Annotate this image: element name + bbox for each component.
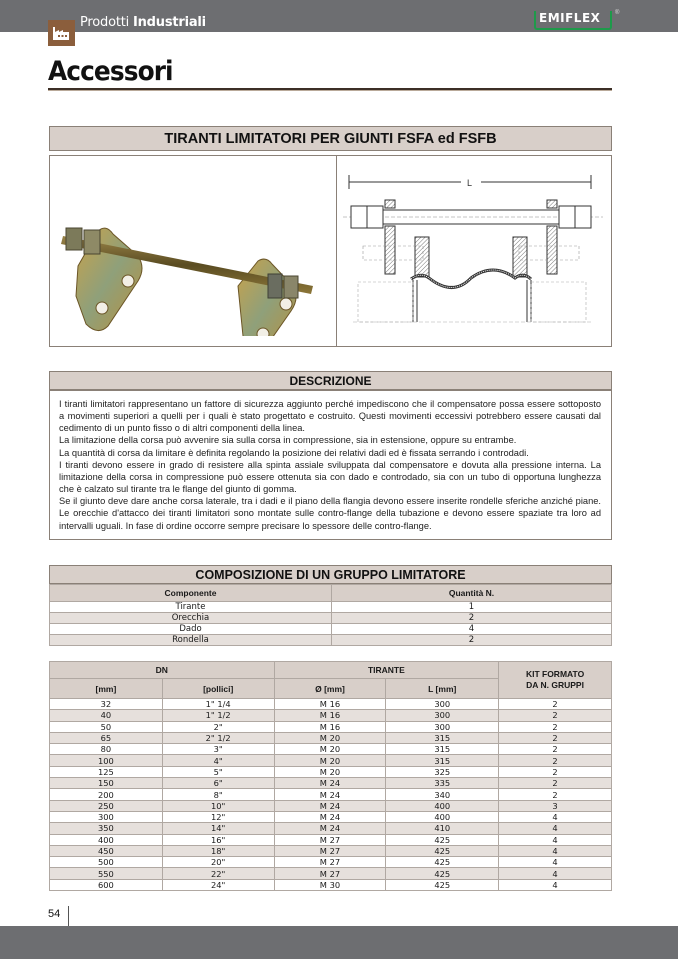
table-cell: 300 (386, 721, 499, 732)
table-row (50, 721, 612, 732)
group-header-kit (499, 662, 612, 699)
table-cell: 2 (499, 732, 612, 743)
table-cell: 4 (332, 624, 612, 635)
section-label-bold: Industriali (132, 15, 206, 30)
description-body (49, 390, 612, 540)
logo-text: EMIFLEX (539, 11, 601, 25)
table-row (50, 613, 612, 624)
table-cell: 300 (50, 811, 163, 822)
table-cell: 400 (386, 800, 499, 811)
table-row (50, 778, 612, 789)
table-cell: 425 (386, 868, 499, 879)
table-cell: 150 (50, 778, 163, 789)
description-paragraph: Se il giunto deve dare anche corsa laterale, tra i dadi e il piano della flangia devono essere inserite rondelle sferiche anziché piane. Le orecchie d'attacco dei tiranti limitatori sono montate sulle contro-flange della tubazione e devono essere spaziate tra loro ad intervalli uguali. In fase di ordine occorre sempre precisare lo spessore delle contro-flange. (59, 496, 601, 531)
table-cell: 2 (332, 635, 612, 646)
table-cell: M 20 (274, 766, 386, 777)
emiflex-logo (534, 11, 612, 30)
table-cell: 4 (499, 868, 612, 879)
bottom-footer-bar (0, 926, 678, 959)
kit-header-line2: DA N. GRUPPI (526, 680, 584, 690)
table-row (50, 800, 612, 811)
table-cell: 200 (50, 789, 163, 800)
table-row (50, 766, 612, 777)
table-cell: 2 (499, 789, 612, 800)
table-cell: M 27 (274, 845, 386, 856)
table-cell: 500 (50, 857, 163, 868)
technical-drawing (343, 162, 608, 342)
table-row (50, 823, 612, 834)
table-cell: 400 (50, 834, 163, 845)
table-cell: M 24 (274, 778, 386, 789)
table-row (50, 879, 612, 890)
table-cell: M 24 (274, 811, 386, 822)
table-cell: 2" 1/2 (162, 732, 274, 743)
table-cell: 80 (50, 744, 163, 755)
table-row (50, 868, 612, 879)
table-cell: 2 (499, 699, 612, 710)
table-cell: 22" (162, 868, 274, 879)
table-cell: 2 (499, 721, 612, 732)
group-header-dn: DN (50, 662, 275, 679)
title-underline (48, 88, 612, 91)
table-cell: 32 (50, 699, 163, 710)
table-cell: 2 (499, 710, 612, 721)
table-cell: 14" (162, 823, 274, 834)
table-row (50, 755, 612, 766)
table-row (50, 834, 612, 845)
table-group-header-row (50, 662, 612, 679)
table-cell: 340 (386, 789, 499, 800)
table-cell: 600 (50, 879, 163, 890)
description-paragraph: I tiranti limitatori rappresentano un fattore di sicurezza aggiunto perché impediscono che il compensatore possa essere sottoposto a movimenti superiori a quelli per i quali è stato progettato e costruito. Questi movimenti eccessivi potrebbero essere causati dal cedimento di un punto fisso o di altri componenti della linea. (59, 399, 601, 434)
table-cell: 1" 1/4 (162, 699, 274, 710)
description-paragraph: I tiranti devono essere in grado di resistere alla spinta assiale sviluppata dal compensatore e dovuta alla pressione interna. La limitazione della corsa in compressione può essere ottenuta sia con dado e controdado, sia con un tubo di opportuna lunghezza che è calzato sul tirante tra le flange del giunto di gomma. (59, 459, 601, 495)
registered-mark: ® (615, 10, 620, 16)
column-header: Quantità N. (332, 585, 612, 602)
table-cell: 2 (499, 755, 612, 766)
factory-icon (48, 20, 75, 46)
composition-table (49, 584, 612, 646)
table-row (50, 789, 612, 800)
table-cell: 5" (162, 766, 274, 777)
table-row (50, 699, 612, 710)
table-cell: M 24 (274, 789, 386, 800)
table-cell: 300 (386, 699, 499, 710)
table-header-row (50, 585, 612, 602)
table-cell: 425 (386, 879, 499, 890)
table-cell: M 27 (274, 834, 386, 845)
table-cell: 325 (386, 766, 499, 777)
column-header: Ø [mm] (274, 679, 386, 699)
table-cell: 2 (499, 778, 612, 789)
kit-header-line1: KIT FORMATO (525, 669, 585, 679)
table-cell: 335 (386, 778, 499, 789)
table-cell: 425 (386, 834, 499, 845)
product-section-title: TIRANTI LIMITATORI PER GIUNTI FSFA ed FSFB (49, 126, 612, 151)
column-header: Componente (50, 585, 332, 602)
section-label-light: Prodotti (80, 15, 130, 30)
table-cell: 250 (50, 800, 163, 811)
table-cell: 4 (499, 857, 612, 868)
group-header-tirante: TIRANTE (274, 662, 499, 679)
table-row (50, 635, 612, 646)
table-cell: 550 (50, 868, 163, 879)
table-cell: M 20 (274, 755, 386, 766)
page-number-divider (68, 906, 69, 928)
table-row (50, 710, 612, 721)
table-row (50, 744, 612, 755)
table-cell: Orecchia (50, 613, 332, 624)
table-cell: 4 (499, 811, 612, 822)
tie-rod-photo (58, 186, 328, 336)
table-cell: 4" (162, 755, 274, 766)
table-cell: 40 (50, 710, 163, 721)
column-header: L [mm] (386, 679, 499, 699)
table-row (50, 624, 612, 635)
table-cell: 18" (162, 845, 274, 856)
table-cell: M 24 (274, 823, 386, 834)
table-cell: 2 (499, 744, 612, 755)
table-cell: M 27 (274, 857, 386, 868)
table-cell: M 27 (274, 868, 386, 879)
table-cell: 450 (50, 845, 163, 856)
svg-text:L: L (467, 178, 473, 188)
table-cell: Tirante (50, 602, 332, 613)
table-cell: 4 (499, 845, 612, 856)
description-title: DESCRIZIONE (49, 371, 612, 390)
table-row (50, 857, 612, 868)
table-cell: 425 (386, 845, 499, 856)
table-cell: 2 (499, 766, 612, 777)
page-number: 54 (48, 908, 61, 920)
table-cell: 24" (162, 879, 274, 890)
page-title: Accessori (48, 56, 173, 87)
dimensions-table-body (50, 699, 612, 891)
table-cell: 425 (386, 857, 499, 868)
table-cell: Dado (50, 624, 332, 635)
table-cell: M 20 (274, 732, 386, 743)
table-cell: 3" (162, 744, 274, 755)
table-cell: 65 (50, 732, 163, 743)
table-cell: 20" (162, 857, 274, 868)
table-cell: 3 (499, 800, 612, 811)
table-row (50, 602, 612, 613)
table-cell: 300 (386, 710, 499, 721)
table-cell: M 16 (274, 699, 386, 710)
table-cell: 315 (386, 732, 499, 743)
table-cell: 315 (386, 744, 499, 755)
description-paragraph: La limitazione della corsa può avvenire sia sulla corsa in compressione, sia in estensione, oppure su entrambe. (59, 435, 517, 446)
table-row (50, 845, 612, 856)
table-cell: 8" (162, 789, 274, 800)
composition-title: COMPOSIZIONE DI UN GRUPPO LIMITATORE (49, 565, 612, 584)
table-row (50, 811, 612, 822)
table-cell: 4 (499, 879, 612, 890)
table-cell: 2 (332, 613, 612, 624)
table-cell: 100 (50, 755, 163, 766)
table-cell: 4 (499, 834, 612, 845)
table-cell: 12" (162, 811, 274, 822)
table-cell: M 24 (274, 800, 386, 811)
table-cell: M 16 (274, 721, 386, 732)
table-cell: 10" (162, 800, 274, 811)
column-header: [pollici] (162, 679, 274, 699)
table-cell: 410 (386, 823, 499, 834)
table-cell: 1 (332, 602, 612, 613)
table-cell: 2" (162, 721, 274, 732)
table-cell: 1" 1/2 (162, 710, 274, 721)
table-cell: 16" (162, 834, 274, 845)
table-row (50, 732, 612, 743)
table-cell: 400 (386, 811, 499, 822)
table-cell: M 20 (274, 744, 386, 755)
table-cell: 315 (386, 755, 499, 766)
section-label (80, 15, 206, 30)
table-cell: 125 (50, 766, 163, 777)
table-cell: M 30 (274, 879, 386, 890)
column-header: [mm] (50, 679, 163, 699)
table-cell: 350 (50, 823, 163, 834)
description-paragraph: La quantità di corsa da limitare è definita regolando la posizione dei relativi dadi ed è fissata serrando i controdadi. (59, 447, 529, 458)
dimensions-table (49, 661, 612, 891)
table-cell: 4 (499, 823, 612, 834)
table-cell: M 16 (274, 710, 386, 721)
image-divider (336, 156, 337, 346)
table-cell: 50 (50, 721, 163, 732)
product-image-panel (49, 155, 612, 347)
table-cell: 6" (162, 778, 274, 789)
table-cell: Rondella (50, 635, 332, 646)
